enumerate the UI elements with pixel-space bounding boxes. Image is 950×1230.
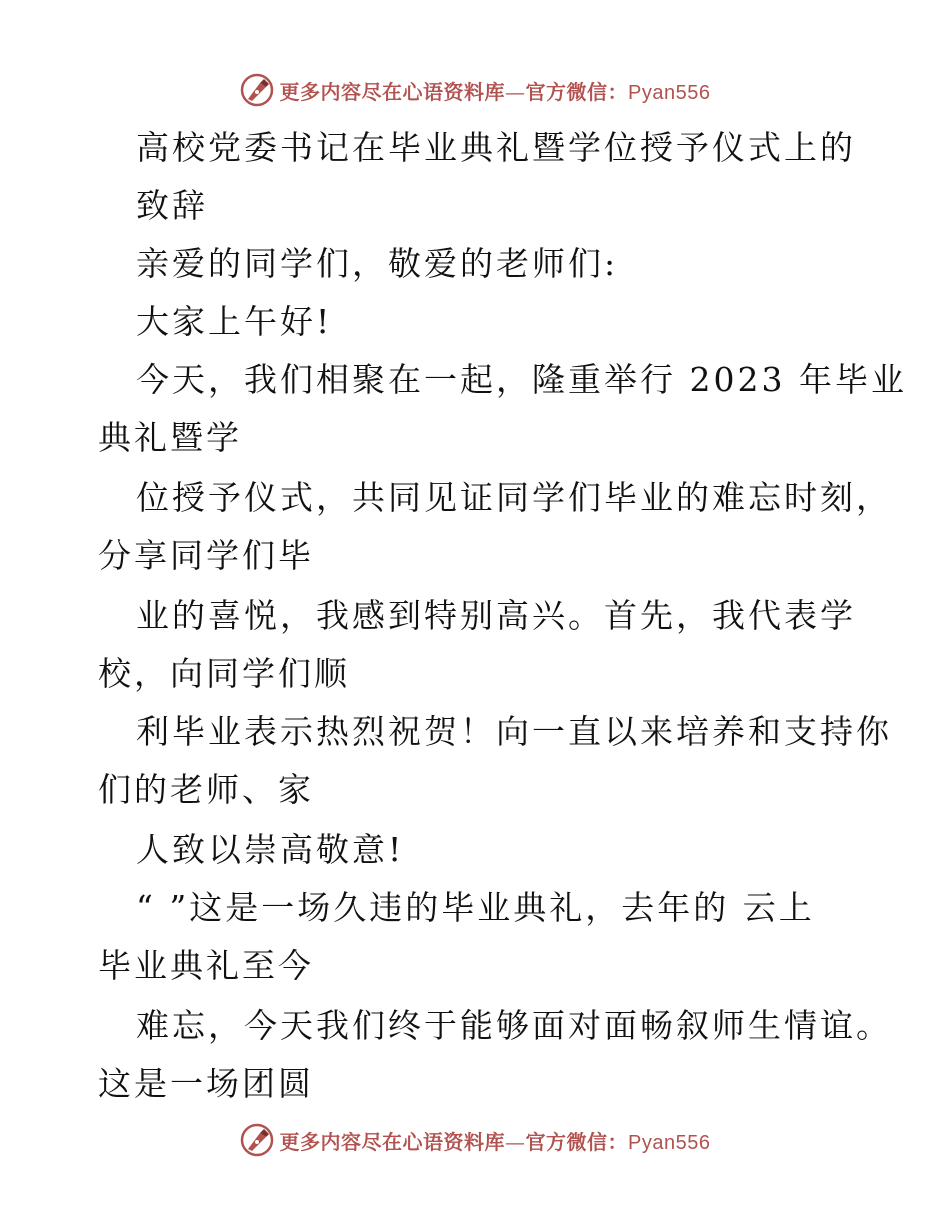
pen-nib-logo-icon <box>240 1123 274 1157</box>
title-line-1: 高校党委书记在毕业典礼暨学位授予仪式上的 <box>136 128 856 167</box>
paragraph-line: 位授予仪式，共同见证同学们毕业的难忘时刻， <box>136 478 892 517</box>
header-banner-separator: — <box>505 79 526 104</box>
greeting: 大家上午好! <box>136 302 333 341</box>
paragraph-line: 利毕业表示热烈祝贺！向一直以来培养和支持你 <box>136 712 892 751</box>
header-banner-slogan: 更多内容尽在心语资料库 <box>279 79 506 104</box>
header-banner-wechat-id: Pyan556 <box>628 81 711 104</box>
footer-banner-wechat-id: Pyan556 <box>628 1131 711 1154</box>
header-banner-wechat-label: 官方微信： <box>525 79 629 104</box>
footer-banner-slogan: 更多内容尽在心语资料库 <box>279 1129 506 1154</box>
paragraph-line: 人致以崇高敬意! <box>136 830 405 869</box>
footer-banner-text <box>280 1126 711 1155</box>
footer-banner-separator: — <box>505 1129 526 1154</box>
paragraph-line: 今天，我们相聚在一起，隆重举行 2023 年毕业 <box>136 360 907 399</box>
paragraph-line: “ ”这是一场久违的毕业典礼，去年的 云上 <box>136 888 815 927</box>
salutation: 亲爱的同学们，敬爱的老师们: <box>136 244 619 283</box>
paragraph-line: 校，向同学们顺 <box>98 654 350 693</box>
header-banner-text <box>280 76 711 105</box>
paragraph-line: 分享同学们毕 <box>98 536 314 575</box>
footer-banner <box>0 1120 950 1160</box>
header-banner <box>0 70 950 110</box>
paragraph-line: 业的喜悦，我感到特别高兴。首先，我代表学 <box>136 596 856 635</box>
title-line-2: 致辞 <box>136 186 208 225</box>
paragraph-line: 典礼暨学 <box>98 418 242 457</box>
paragraph-line: 难忘，今天我们终于能够面对面畅叙师生情谊。 <box>136 1006 892 1045</box>
paragraph-line: 们的老师、家 <box>98 770 314 809</box>
paragraph-line: 毕业典礼至今 <box>98 946 314 985</box>
paragraph-line: 这是一场团圆 <box>98 1064 314 1103</box>
pen-nib-logo-icon <box>240 73 274 107</box>
footer-banner-wechat-label: 官方微信： <box>525 1129 629 1154</box>
